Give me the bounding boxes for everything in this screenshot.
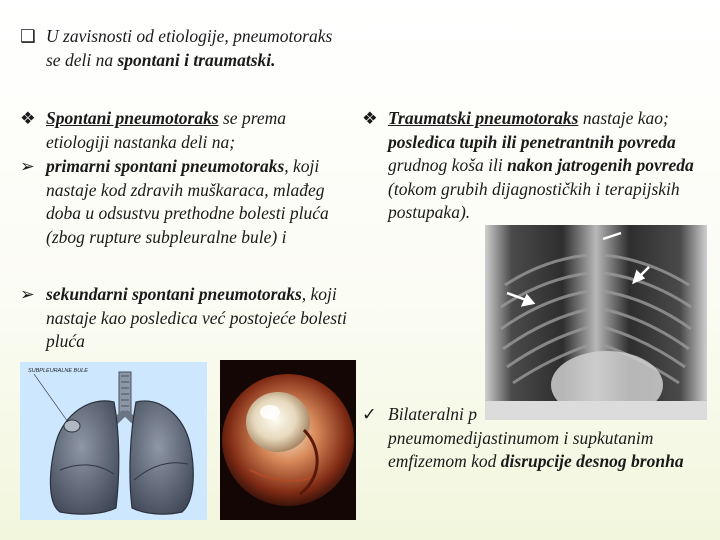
traumatski-title: Traumatski pneumotoraks	[388, 108, 579, 128]
traumatski-text-2: grudnog koša ili	[388, 155, 508, 175]
chest-xray-image	[485, 225, 707, 420]
intro-bold: spontani i traumatski.	[117, 49, 276, 70]
bilateralni-bold: disrupcije desnog bronha	[500, 451, 684, 471]
primarni-text: , koji nastaje kod zdravih muškaraca, mlađeg doba u odsustvu prethodne bolesti pluća (zbog rupture subpleuralne bule) i	[46, 156, 329, 247]
spontani-paragraph	[20, 107, 350, 154]
endoscopy-image	[220, 360, 356, 520]
primarni-bold: primarni spontani pneumotoraks	[46, 156, 285, 176]
traumatski-bold-2: nakon jatrogenih povreda	[507, 155, 694, 175]
sekundarni-paragraph	[20, 283, 350, 354]
bilateralni-text-2: pneumomedijastinumom i supkutanim emfizemom kod	[388, 427, 654, 471]
intro-paragraph	[20, 25, 350, 72]
checkbox-bullet-icon: ❑	[20, 26, 36, 46]
spontani-text: se prema etiologiji nastanka deli na;	[46, 108, 287, 152]
checkmark-bullet-icon: ✓	[362, 404, 377, 424]
lung-illustration-image	[20, 362, 207, 520]
lung-label: SUBPLEURALNE BULE	[28, 368, 88, 374]
arrow-bullet-icon: ➢	[20, 284, 35, 304]
sekundarni-bold: sekundarni spontani pneumotoraks	[46, 284, 302, 304]
diamond-bullet-icon: ❖	[20, 108, 36, 128]
primarni-paragraph	[20, 155, 350, 249]
diamond-bullet-icon: ❖	[362, 108, 378, 128]
arrow-bullet-icon: ➢	[20, 156, 35, 176]
bilateralni-text-1: Bilateralni p	[388, 404, 477, 424]
traumatski-paragraph	[362, 107, 707, 225]
spontani-title: Spontani pneumotoraks	[46, 108, 219, 128]
traumatski-text-1: nastaje kao;	[578, 108, 669, 128]
sekundarni-text: , koji nastaje kao posledica već postojeće bolesti pluća	[46, 284, 347, 351]
traumatski-bold-1: posledica tupih ili penetrantnih povreda	[388, 131, 676, 152]
intro-text: U zavisnosti od etiologije, pneumotoraks se deli na	[46, 26, 333, 70]
traumatski-text-3: (tokom grubih dijagnostičkih i terapijskih postupaka).	[388, 178, 680, 222]
